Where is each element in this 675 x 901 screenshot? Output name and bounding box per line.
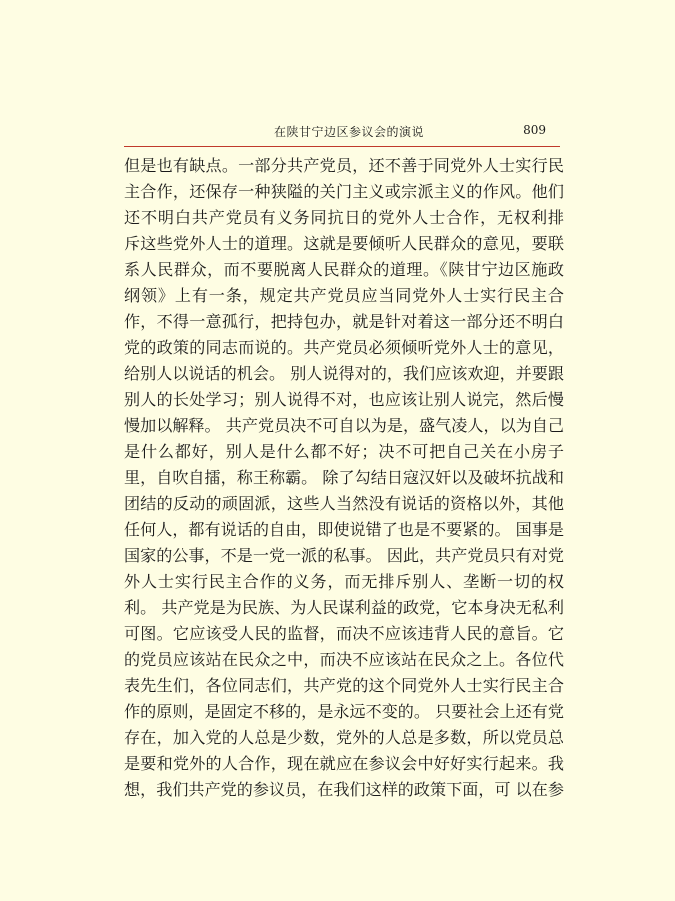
text-line: 外人士实行民主合作的义务，而无排斥别人、垄断一切的权 [124,572,564,591]
text-line: 里，自吹自擂，称王称霸。 除了勾结日寇汉奸以及破坏抗战和 [124,468,564,487]
text-line: 作的原则，是固定不移的，是永远不变的。 只要社会上还有党 [124,702,564,721]
text-line: 任何人，都有说话的自由，即使说错了也是不要紧的。 国事是 [124,520,564,539]
text-line: 斥这些党外人士的道理。这就是要倾听人民群众的意见，要联 [124,234,564,253]
text-line: 想，我们共产党的参议员，在我们这样的政策下面，可 以在参 [124,780,564,799]
text-line: 是什么都好，别人是什么都不好；决不可把自己关在小房子 [124,442,564,461]
text-line: 纲领》上有一条，规定共产党员应当同党外人士实行民主合 [124,286,564,305]
text-line: 系人民群众，而不要脱离人民群众的道理。《陕甘宁边区施政 [124,260,564,279]
text-line: 团结的反动的顽固派，这些人当然没有说话的资格以外，其他 [124,494,564,513]
text-line: 的党员应该站在民众之中，而决不应该站在民众之上。各位代 [124,650,564,669]
body-text [124,153,564,803]
page-number: 809 [523,123,546,137]
text-line: 可图。它应该受人民的监督，而决不应该违背人民的意旨。它 [124,624,564,643]
text-line: 别人的长处学习；别人说得不对，也应该让别人说完，然后慢 [124,390,564,409]
text-line: 表先生们，各位同志们，共产党的这个同党外人士实行民主合 [124,676,564,695]
text-line: 是要和党外的人合作，现在就应在参议会中好好实行起来。我 [124,754,564,773]
text-line: 给别人以说话的机会。 别人说得对的，我们应该欢迎，并要跟 [124,364,564,383]
text-line: 作，不得一意孤行，把持包办，就是针对着这一部分还不明白 [124,312,564,331]
text-line: 利。 共产党是为民族、为人民谋利益的政党，它本身决无私利 [124,598,564,617]
text-line: 但是也有缺点。一部分共产党员，还不善于同党外人士实行民 [124,156,564,175]
text-line: 还不明白共产党员有义务同抗日的党外人士合作，无权利排 [124,208,564,227]
header-rule [124,146,560,147]
text-line: 主合作，还保存一种狭隘的关门主义或宗派主义的作风。他们 [124,182,564,201]
running-head [124,123,560,143]
text-line: 党的政策的同志而说的。共产党员必须倾听党外人士的意见， [124,338,564,357]
text-line: 慢加以解释。 共产党员决不可自以为是，盛气凌人，以为自己 [124,416,564,435]
running-title: 在陕甘宁边区参议会的演说 [274,125,425,139]
text-line: 国家的公事，不是一党一派的私事。 因此，共产党员只有对党 [124,546,564,565]
text-line: 存在，加入党的人总是少数，党外的人总是多数，所以党员总 [124,728,564,747]
